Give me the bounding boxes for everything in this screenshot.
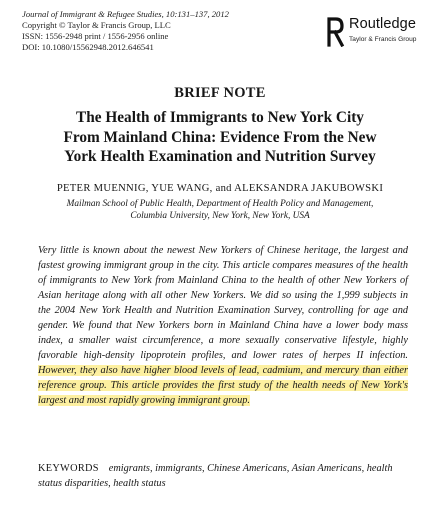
title-line: The Health of Immigrants to New York City [76,109,364,126]
keywords-label: KEYWORDS [38,463,99,474]
keywords [38,461,418,491]
issn-line: ISSN: 1556-2948 print / 1556-2956 online [22,31,169,41]
abstract [38,243,408,409]
copyright-line: Copyright © Taylor & Francis Group, LLC [22,20,171,30]
journal-citation: Journal of Immigrant & Refugee Studies, 10:131–137, 2012 [22,9,229,19]
title-line: From Mainland China: Evidence From the New [63,128,377,146]
publisher-subtitle: Taylor & Francis Group [349,36,417,43]
author-affiliation [20,198,420,222]
journal-metadata [22,9,312,53]
highlighted-abstract-text: However, they also have higher blood levels of lead, cadmium, and mercury than either reference group. This article provides the first study of the health needs of New York's largest and most rapidly growing immigrant group. [38,365,408,407]
routledge-logo-icon [326,17,345,47]
affiliation-line: Columbia University, New York, New York, USA [130,211,310,221]
doi-line: DOI: 10.1080/15562948.2012.646541 [22,42,154,52]
title-line: York Health Examination and Nutrition Survey [64,148,376,165]
keywords-list: emigrants, immigrants, Chinese Americans, Asian Americans, health status disparities, health status [38,463,393,490]
article-title [18,108,422,167]
publisher-name: Routledge [349,16,417,32]
section-label: BRIEF NOTE [174,85,266,101]
author-list: PETER MUENNIG, YUE WANG, and ALEKSANDRA JAKUBOWSKI [56,183,384,194]
affiliation-line: Mailman School of Public Health, Department of Health Policy and Management, [66,199,374,209]
publisher-branding [326,14,436,54]
abstract-text: Very little is known about the newest New Yorkers of Chinese heritage, the largest and fastest growing immigrant group in the city. This article compares measures of the health of immigrants to New York from Mainland China to the health of other New Yorkers of Asian heritage along with all other New Yorkers. We did so using the 1,999 subjects in the 2004 New York Health and Nutrition Examination Survey, controlling for age and gender. We found that New Yorkers born in Mainland China have a lower body mass index, a smaller waist circumference, a more sexually conservative lifestyle, highly favorable high-density lipoprotein profiles, and lower rates of herpes II infection. [38,245,408,362]
